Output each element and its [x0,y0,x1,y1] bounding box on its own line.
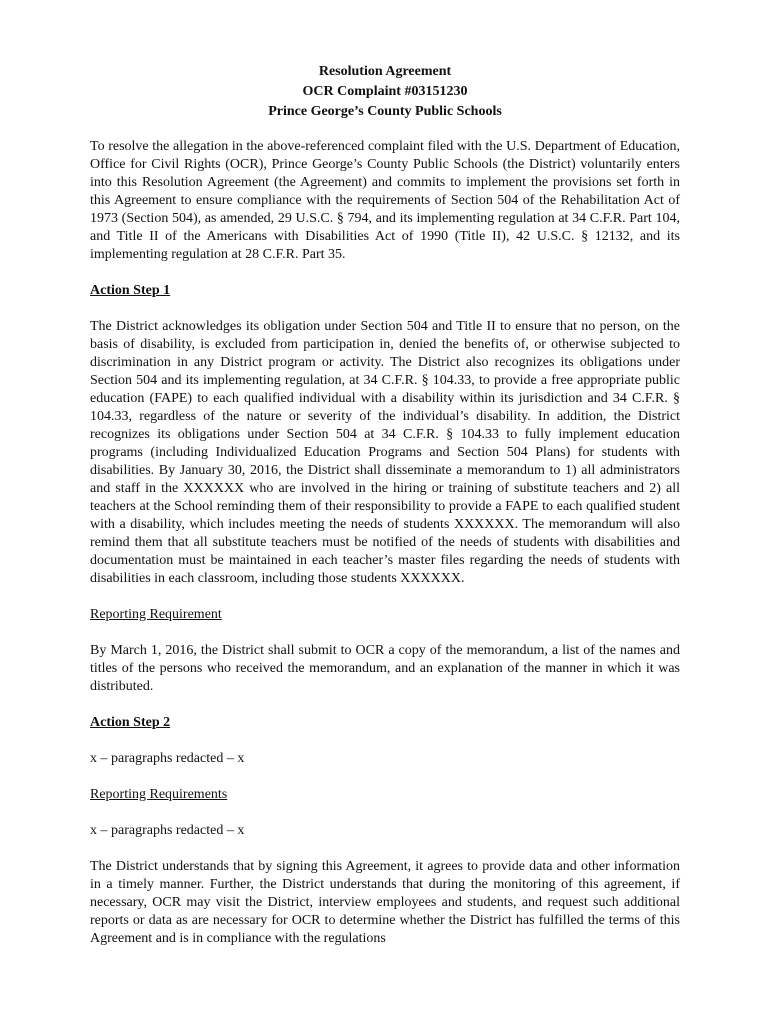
complaint-number: OCR Complaint #03151230 [302,84,468,99]
school-district-name: Prince George’s County Public Schools [268,104,502,119]
redacted-paragraphs-2: x – paragraphs redacted – x [90,823,245,838]
action-step-2-heading: Action Step 2 [90,715,171,730]
document-title-block [90,62,680,122]
document-page [90,62,680,948]
reporting-requirement-body: By March 1, 2016, the District shall submit to OCR a copy of the memorandum, a list of the names and titles of the persons who received the memorandum, and an explanation of the manner in which it was distributed. [90,643,680,694]
reporting-requirements-heading: Reporting Requirements [90,787,228,802]
intro-paragraph: To resolve the allegation in the above-referenced complaint filed with the U.S. Department of Education, Office for Civil Rights (OCR), Prince George’s County Public Schools (the District) voluntarily enters into this Resolution Agreement (the Agreement) and commits to implement the provisions set forth in this Agreement to ensure compliance with the requirements of Section 504 of the Rehabilitation Act of 1973 (Section 504), as amended, 29 U.S.C. § 794, and its implementing regulation at 34 C.F.R. Part 104, and Title II of the Americans with Disabilities Act of 1990 (Title II), 42 U.S.C. § 12132, and its implementing regulation at 28 C.F.R. Part 35. [90,139,680,262]
action-step-1-body: The District acknowledges its obligation under Section 504 and Title II to ensure that no person, on the basis of disability, is excluded from participation in, denied the benefits of, or otherwise subjected to discrimination in any District program or activity. The District also recognizes its obligations under Section 504 and its implementing regulation, at 34 C.F.R. § 104.33, to provide a free appropriate public education (FAPE) to each qualified individual with a disability within its jurisdiction and 34 C.F.R. § 104.33, regardless of the nature or severity of the individual’s disability. In addition, the District recognizes its obligations under Section 504 at 34 C.F.R. § 104.33 to fully implement education programs (including Individualized Education Programs and Section 504 Plans) for students with disabilities. By January 30, 2016, the District shall disseminate a memorandum to 1) all administrators and staff in the XXXXXX who are involved in the hiring or training of substitute teachers and 2) all teachers at the School reminding them of their responsibility to provide a FAPE to each qualified student with a disability, which includes meeting the needs of students XXXXXX. The memorandum will also remind them that all substitute teachers must be notified of the needs of students with disabilities and documentation must be maintained in each teacher’s master files regarding the needs of students with disabilities in each classroom, including those students XXXXXX. [90,319,680,586]
redacted-paragraphs-1: x – paragraphs redacted – x [90,751,245,766]
closing-paragraph: The District understands that by signing this Agreement, it agrees to provide data and other information in a timely manner. Further, the District understands that during the monitoring of this agreement, if necessary, OCR may visit the District, interview employees and students, and request such additional reports or data as are necessary for OCR to determine whether the District has fulfilled the terms of this Agreement and is in compliance with the regulations [90,859,680,946]
document-title: Resolution Agreement [318,64,452,79]
action-step-1-heading: Action Step 1 [90,283,171,298]
reporting-requirement-heading: Reporting Requirement [90,607,222,622]
